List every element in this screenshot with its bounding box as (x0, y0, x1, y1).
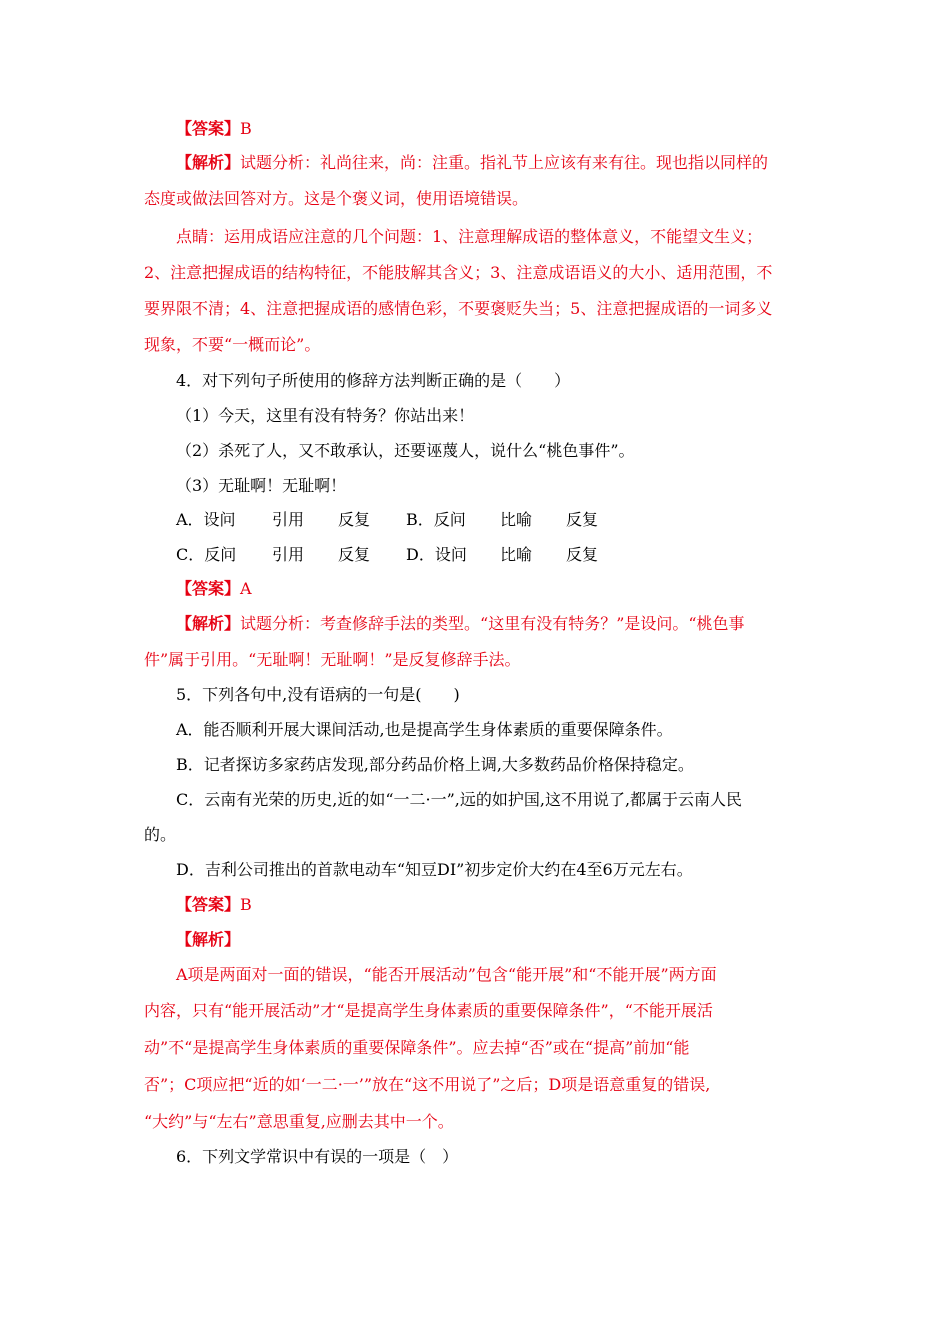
question-4-sentence-3: （3）无耻啊！无耻啊！ (176, 476, 347, 495)
answer-line (176, 118, 252, 140)
analysis-text-cont: 内容，只有“能开展活动”才“是提高学生身体素质的重要保障条件”，“不能开展活 (144, 1001, 713, 1020)
analysis-text: 试题分析：礼尚往来，尚：注重。指礼节上应该有来有往。现也指以同样的 (240, 153, 769, 172)
question-5-option-d: D．吉利公司推出的首款电动车“知豆DI”初步定价大约在4至6万元左右。 (176, 860, 693, 879)
option-a-label: A．设问 (176, 510, 236, 529)
analysis-line (176, 613, 745, 635)
option-a-3: 反复 (338, 510, 371, 529)
answer-value: A (240, 579, 252, 598)
analysis-text-cont: 动”不“是提高学生身体素质的重要保障条件”。应去掉“否”或在“提高”前加“能 (144, 1038, 690, 1057)
option-d-2: 比喻 (500, 545, 533, 564)
analysis-text-cont: 否”；C项应把“近的如‘一二·一’”放在“这不用说了”之后；D项是语意重复的错误, (144, 1075, 711, 1094)
answer-label: 【答案】 (176, 895, 241, 914)
analysis-label: 【解析】 (176, 614, 241, 633)
answer-value: B (240, 895, 252, 914)
option-b-label: B．反问 (406, 510, 466, 529)
question-5-option-c: C．云南有光荣的历史,近的如“一二·一”,远的如护国,这不用说了,都属于云南人民 (176, 790, 743, 809)
question-4-stem: 4．对下列句子所使用的修辞方法判断正确的是（ ） (176, 371, 571, 390)
analysis-line (176, 152, 768, 174)
question-4-options-ab (176, 509, 598, 531)
question-5-option-b: B．记者探访多家药店发现,部分药品价格上调,大多数药品价格保持稳定。 (176, 755, 694, 774)
analysis-text-cont: 件”属于引用。“无耻啊！无耻啊！”是反复修辞手法。 (144, 650, 521, 669)
question-5-option-c-cont: 的。 (144, 825, 177, 844)
question-5-stem: 5．下列各句中,没有语病的一句是( ) (176, 685, 460, 704)
answer-line (176, 894, 252, 916)
answer-label: 【答案】 (176, 119, 241, 138)
tip-line: 点睛：运用成语应注意的几个问题：1、注意理解成语的整体意义，不能望文生义； (176, 227, 763, 246)
option-d-label: D．设问 (406, 545, 467, 564)
option-a-2: 引用 (272, 510, 305, 529)
answer-line (176, 578, 252, 600)
question-4-sentence-2: （2）杀死了人，又不敢承认，还要诬蔑人，说什么“桃色事件”。 (176, 441, 635, 460)
option-d-3: 反复 (566, 545, 599, 564)
analysis-text: A项是两面对一面的错误，“能否开展活动”包含“能开展”和“不能开展”两方面 (176, 965, 717, 984)
option-c-label: C．反问 (176, 545, 237, 564)
option-b-3: 反复 (566, 510, 599, 529)
analysis-label: 【解析】 (176, 930, 241, 949)
option-c-2: 引用 (272, 545, 305, 564)
analysis-text-cont: 态度或做法回答对方。这是个褒义词，使用语境错误。 (144, 189, 529, 208)
question-6-stem: 6．下列文学常识中有误的一项是（ ） (176, 1147, 459, 1166)
analysis-label: 【解析】 (176, 153, 241, 172)
answer-label: 【答案】 (176, 579, 241, 598)
tip-line: 现象，不要“一概而论”。 (144, 335, 321, 354)
question-5-option-a: A．能否顺利开展大课间活动,也是提高学生身体素质的重要保障条件。 (176, 720, 673, 739)
analysis-text-cont: “大约”与“左右”意思重复,应删去其中一个。 (144, 1112, 454, 1131)
tip-line: 要界限不清；4、注意把握成语的感情色彩，不要褒贬失当；5、注意把握成语的一词多义 (144, 299, 773, 318)
option-b-2: 比喻 (500, 510, 533, 529)
tip-line: 2、注意把握成语的结构特征，不能肢解其含义；3、注意成语语义的大小、适用范围，不 (144, 263, 773, 282)
option-c-3: 反复 (338, 545, 371, 564)
question-4-sentence-1: （1）今天，这里有没有特务？你站出来！ (176, 406, 475, 425)
question-4-options-cd (176, 544, 598, 566)
analysis-text: 试题分析：考查修辞手法的类型。“这里有没有特务？”是设问。“桃色事 (240, 614, 745, 633)
answer-value: B (240, 119, 252, 138)
